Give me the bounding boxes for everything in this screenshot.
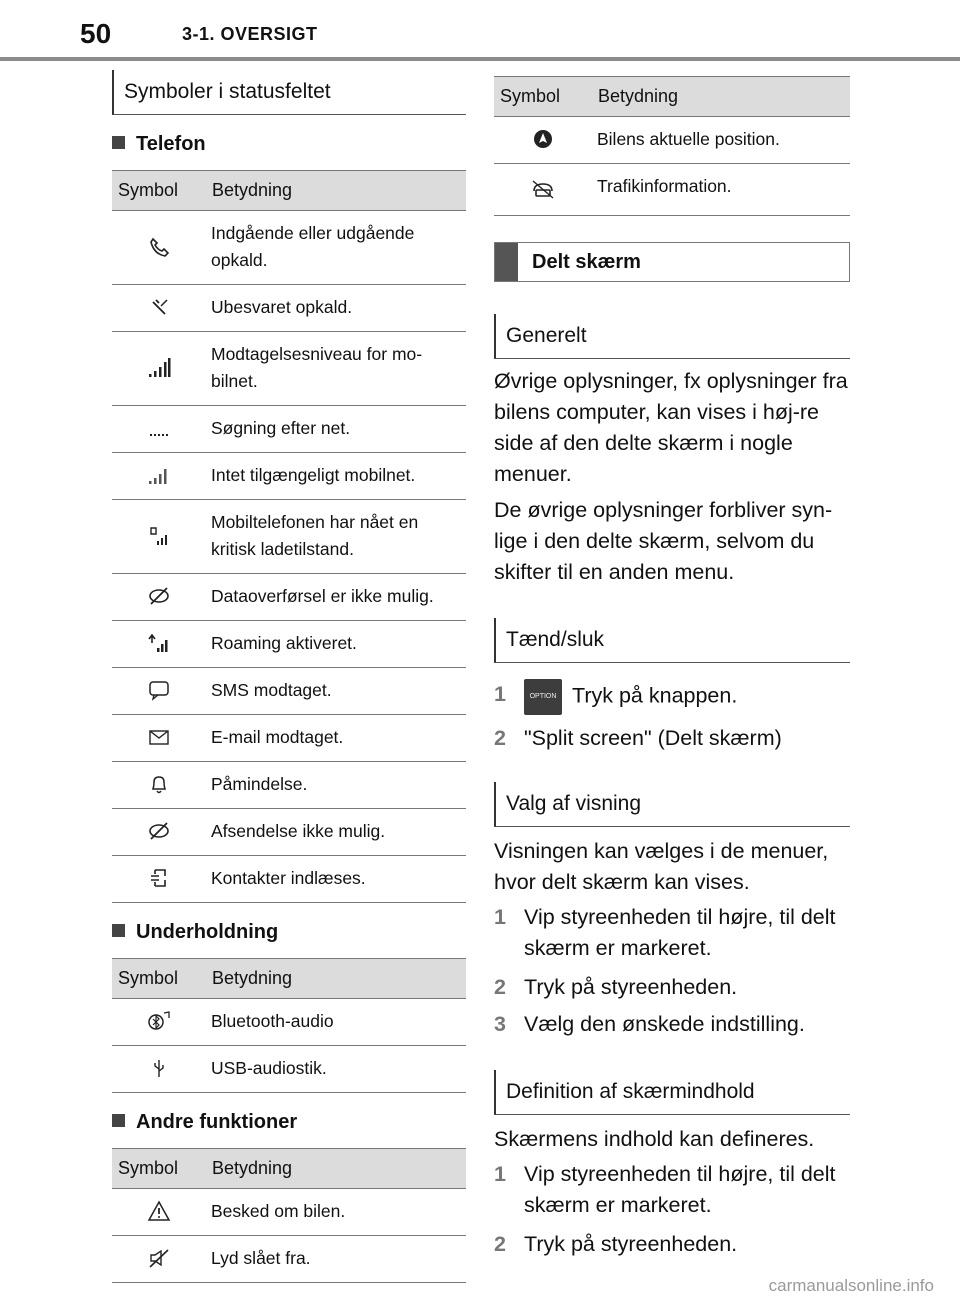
usb-icon — [147, 1057, 171, 1079]
subhead-valg-af-visning: Valg af visning — [494, 782, 850, 827]
step-item — [494, 723, 850, 754]
no-network-icon — [147, 464, 171, 486]
send-blocked-icon — [147, 820, 171, 842]
step-text: Tryk på styreenheden. — [524, 1232, 738, 1256]
low-battery-icon — [147, 525, 171, 547]
step-text: Tryk på styreenheden. — [524, 975, 738, 999]
step-text — [524, 679, 737, 715]
page-number: 50 — [80, 18, 112, 49]
step-number: 1 — [494, 1162, 506, 1186]
header-divider — [0, 57, 960, 61]
reminder-bell-icon — [147, 773, 171, 795]
table-row — [112, 453, 466, 500]
row-text: Intet tilgængeligt mobilnet. — [206, 453, 466, 500]
vehicle-position-icon — [531, 128, 555, 150]
signal-strength-icon — [147, 357, 171, 379]
row-text: Dataoverførsel er ikke mulig. — [206, 574, 466, 621]
subhead-generelt: Generelt — [494, 314, 850, 359]
section-title-underholdning — [112, 921, 466, 944]
bullet-square — [112, 136, 125, 149]
row-text: Modtagelsesniveau for mo-bilnet. — [206, 332, 466, 406]
step-number: 2 — [494, 726, 506, 750]
row-text: Lyd slået fra. — [206, 1236, 466, 1283]
option-button-icon: OPTION — [524, 679, 562, 715]
section-title-andre — [112, 1111, 466, 1134]
column-header-symbol: Symbol — [112, 959, 206, 999]
step-text: "Split screen" (Delt skærm) — [524, 726, 782, 750]
contacts-loading-icon — [147, 867, 171, 889]
table-row — [112, 621, 466, 668]
table-row — [112, 1046, 466, 1093]
column-header-symbol: Symbol — [494, 77, 592, 117]
speaker-muted-icon — [147, 1247, 171, 1269]
row-text: Indgående eller udgående opkald. — [206, 211, 466, 285]
bluetooth-audio-icon — [147, 1010, 171, 1032]
table-row — [494, 164, 850, 216]
step-text: Vip styreenheden til højre, til delt skærm er markeret. — [524, 905, 836, 960]
table-row — [112, 574, 466, 621]
step-number: 1 — [494, 682, 506, 706]
row-text: Roaming aktiveret. — [206, 621, 466, 668]
andre-table — [112, 1148, 466, 1283]
paragraph: Visningen kan vælges i de menuer, hvor delt skærm kan vises. — [494, 839, 829, 894]
section-title-telefon — [112, 133, 466, 156]
telefon-table — [112, 170, 466, 903]
no-data-icon — [147, 585, 171, 607]
table-row — [494, 117, 850, 164]
row-text: Bilens aktuelle position. — [592, 117, 850, 164]
column-header-meaning: Betydning — [206, 1149, 466, 1189]
row-text: SMS modtaget. — [206, 668, 466, 715]
subhead-taend-sluk: Tænd/sluk — [494, 618, 850, 663]
table-row — [112, 500, 466, 574]
chapter-title: 3-1. OVERSIGT — [182, 24, 318, 44]
step-number: 3 — [494, 1012, 506, 1036]
section-title-text: Andre funktioner — [136, 1111, 298, 1133]
table-row — [112, 715, 466, 762]
email-icon — [147, 726, 171, 748]
step-number: 2 — [494, 975, 506, 999]
column-header-symbol: Symbol — [112, 171, 206, 211]
section-title-text: Telefon — [136, 133, 206, 155]
step-item — [494, 972, 850, 1003]
footer-watermark[interactable]: carmanualsonline.info — [768, 1276, 934, 1295]
table-row — [112, 1189, 466, 1236]
subhead-statusfeltet: Symboler i statusfeltet — [112, 70, 466, 115]
step-item — [494, 902, 850, 964]
subhead-definition: Definition af skærmindhold — [494, 1070, 850, 1115]
network-search-icon — [147, 417, 171, 439]
row-text: Bluetooth-audio — [206, 999, 466, 1046]
warning-triangle-icon — [147, 1200, 171, 1222]
roaming-icon — [147, 632, 171, 654]
step-item — [494, 679, 850, 715]
table-row — [112, 999, 466, 1046]
table-row — [112, 211, 466, 285]
section-header-text: Delt skærm — [532, 250, 641, 273]
row-text: USB-audiostik. — [206, 1046, 466, 1093]
step-text-label: Tryk på knappen. — [572, 683, 738, 708]
table-row — [112, 809, 466, 856]
table-row — [112, 668, 466, 715]
table-row — [112, 285, 466, 332]
page-header — [0, 0, 960, 62]
row-text: Søgning efter net. — [206, 406, 466, 453]
column-header-meaning: Betydning — [206, 171, 466, 211]
step-item — [494, 1009, 850, 1040]
table-row — [112, 406, 466, 453]
step-item — [494, 1159, 850, 1221]
bullet-square — [112, 924, 125, 937]
row-text: Mobiltelefonen har nået en kritisk ladetilstand. — [206, 500, 466, 574]
row-text: Kontakter indlæses. — [206, 856, 466, 903]
section-header-delt-skaerm — [494, 242, 850, 282]
right-column — [494, 76, 850, 1260]
section-title-text: Underholdning — [136, 921, 279, 943]
step-number: 2 — [494, 1232, 506, 1256]
paragraph: Skærmens indhold kan defineres. — [494, 1127, 815, 1151]
table-row — [112, 332, 466, 406]
column-header-meaning: Betydning — [206, 959, 466, 999]
paragraph: De øvrige oplysninger forbliver syn-lige i den delte skærm, selvom du skifter til en anden menu. — [494, 498, 833, 584]
row-text: E-mail modtaget. — [206, 715, 466, 762]
phone-call-icon — [147, 236, 171, 258]
left-column — [112, 70, 466, 1283]
column-header-symbol: Symbol — [112, 1149, 206, 1189]
row-text: Besked om bilen. — [206, 1189, 466, 1236]
traffic-info-icon — [531, 178, 555, 200]
row-text: Afsendelse ikke mulig. — [206, 809, 466, 856]
underholdning-table — [112, 958, 466, 1093]
step-number: 1 — [494, 905, 506, 929]
section-header-bar — [495, 243, 518, 281]
sms-icon — [147, 679, 171, 701]
row-text: Påmindelse. — [206, 762, 466, 809]
table-row — [112, 856, 466, 903]
missed-call-icon — [147, 296, 171, 318]
step-text: Vælg den ønskede indstilling. — [524, 1012, 805, 1036]
row-text: Trafikinformation. — [592, 164, 850, 216]
table-row — [112, 762, 466, 809]
table-row — [112, 1236, 466, 1283]
paragraph: Øvrige oplysninger, fx oplysninger fra bilens computer, kan vises i høj-re side af den delte skærm i nogle menuer. — [494, 369, 848, 486]
row-text: Ubesvaret opkald. — [206, 285, 466, 332]
bullet-square — [112, 1114, 125, 1127]
column-header-meaning: Betydning — [592, 77, 850, 117]
navigation-symbols-table — [494, 76, 850, 216]
step-text: Vip styreenheden til højre, til delt skærm er markeret. — [524, 1162, 836, 1217]
step-item — [494, 1229, 850, 1260]
